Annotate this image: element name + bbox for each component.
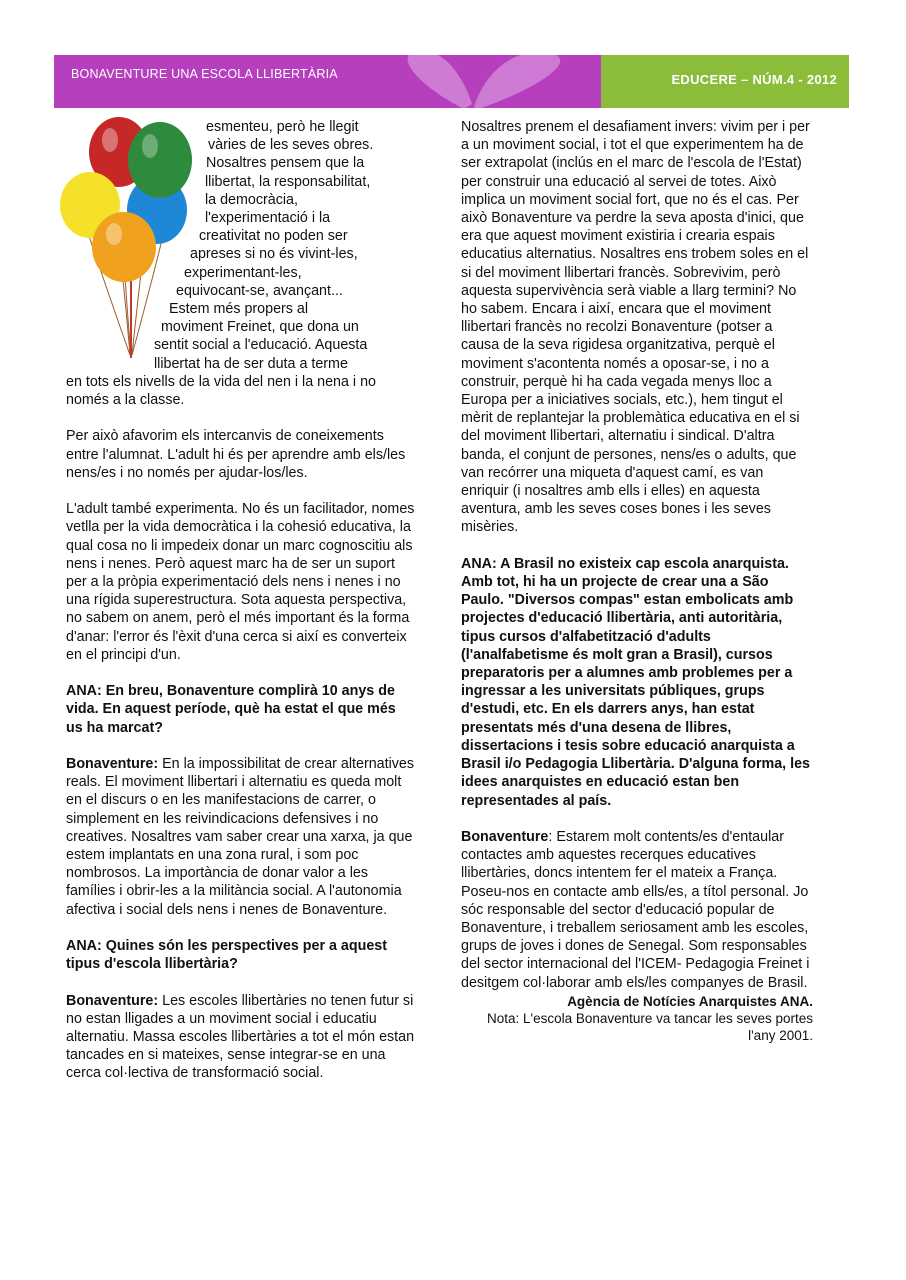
interview-question: ANA: Quines són les perspectives per a aquest tipus d'escola llibertària? — [66, 938, 387, 973]
wrap-line: creativitat no poden ser — [199, 228, 348, 245]
answer-text: Les escoles llibertàries no tenen futur si no estan lligades a un moviment social i educatiu alternatiu. Massa escoles llibertàries a tot el món estan tancades en si mateixes, sense integrar-se en una cerca col·lectiva de transformació social. — [66, 992, 415, 1082]
wrap-line: vàries de les seves obres. — [208, 137, 374, 154]
wrap-line: esmenteu, però he llegit — [206, 119, 359, 135]
wrap-line: Estem més propers al — [169, 301, 309, 318]
answer-text: : Estarem molt contents/es d'entaular contactes amb aquestes recerques educatives llibertàries, doncs intentem fer el mateix a França. Poseu-nos en contacte amb ells/es, a títol personal. Jo sóc responsable del sector d'educació popular de Bonaventure, i treballem seriosament amb les escoles, grups de joves i dones de Senegal. Som responsables del sector internacional del l'ICEM- Pedagogia Freinet i desitgem col·laborar amb els/les companyes de Brasil. — [461, 828, 810, 991]
speaker-label: Bonaventure — [461, 828, 549, 845]
header-issue: EDUCERE – NÚM.4 - 2012 — [671, 72, 837, 87]
interview-answer — [66, 755, 416, 919]
paragraph: Per això afavorim els intercanvis de coneixements entre l'alumnat. L'adult hi és per aprendre amb els/les nens/es i no només per ajudar-los/les. — [66, 428, 406, 481]
wrap-line: experimentant-les, — [184, 264, 302, 281]
wrap-line: la democràcia, — [205, 191, 298, 208]
header-title: BONAVENTURE UNA ESCOLA LLIBERTÀRIA — [71, 67, 338, 81]
wrap-line: l'experimentació i la — [205, 210, 331, 227]
butterfly-decoration-icon — [354, 55, 601, 108]
wrap-line: equivocant-se, avançant... — [176, 282, 343, 299]
wrap-line: sentit social a l'educació. Aquesta — [154, 337, 368, 354]
wrapped-intro — [66, 118, 416, 373]
paragraph: L'adult també experimenta. No és un facilitador, nomes vetlla per la vida democràtica i la cohesió educativa, la qual cosa no li impedeix donar un marc cognoscitiu als nens i nenes. Però aquest marc ha de ser un suport per a la pròpia experimentació dels nens i nenes i no una rígida superestructura. Sota aquesta perspectiva, no sabem on anem, però el més important és la forma d'anar: l'error és l'èxit d'una cerca si així es converteix en el principi d'un. — [66, 501, 415, 663]
speaker-label: Bonaventure: — [66, 992, 159, 1009]
paragraph: en tots els nivells de la vida del nen i la nena i no només a la classe. — [66, 373, 376, 409]
wrap-line: moviment Freinet, que dona un — [161, 319, 359, 336]
wrap-line: apreses si no és vivint-les, — [190, 246, 358, 263]
closing-note: Nota: L'escola Bonaventure va tancar les seves portes l'any 2001. — [486, 1010, 813, 1043]
interview-answer — [66, 992, 416, 1083]
header-issue-band — [601, 55, 849, 108]
header-title-band — [54, 55, 601, 108]
source-credit: Agència de Notícies Anarquistes ANA. — [567, 993, 813, 1009]
answer-text: En la impossibilitat de crear alternatives reals. El moviment llibertari i alternatiu es queda molt en el discurs o en les manifestacions de carrer, o simplement en les reivindicacions defensives i no creatives. Nosaltres vam saber crear una xarxa, ja que estem implantats en una zona rural, i som poc nombrosos. La importància de donar valor a les famílies i obrir-les a la militància social. A l'autonomia afectiva i social dels nens i nenes de Bonaventure. — [66, 756, 415, 918]
right-column — [461, 118, 813, 1044]
wrap-line: Nosaltres pensem que la — [206, 155, 365, 172]
speaker-label: Bonaventure: — [66, 756, 159, 773]
paragraph: Nosaltres prenem el desafiament invers: vivim per i per a un moviment social, i tot el que experimentem ha de ser extrapolat (inclús en el marc de l'escola de l'Estat) per construir una educació al servei de totes. Això implica un moviment social fort, que no és el cas. Per això Bonaventure va perdre la seva aposta d'inici, que era que aquest moviment existiria i crearia espais educatius alternatius. Nosaltres ens trobem soles en el si del moviment llibertari francès. Sobrevivim, però aquesta supervivència serà viable a llarg termini? No ho sabem. Encara i així, encara que el moviment llibertari francès no recolzi Bonaventure (potser a causa de la seva rigidesa organitzativa, perquè el moviment s'acontenta només a oposar-se, i no a construir, perquè hi ha cada vegada menys lloc a Europa per a iniciatives socials, etc.), hem tingut el mèrit de replantejar la problemàtica educativa en el si del moviment llibertari, alternatiu i sindical. D'altra banda, el conjunt de persones, nens/es o adults, que van recórrer una miqueta d'aquest camí, es van enriquir (i nosaltres amb ells i elles) en aquesta aventura, amb les seves coses bones i les seves misèries. — [461, 119, 810, 536]
page-header — [54, 55, 849, 108]
interview-question: ANA: En breu, Bonaventure complirà 10 anys de vida. En aquest període, què ha estat el que més us ha marcat? — [66, 683, 396, 736]
interview-answer — [461, 828, 813, 992]
left-column — [66, 118, 416, 1083]
wrap-line: llibertat, la responsabilitat, — [205, 173, 371, 190]
wrap-line: llibertat ha de ser duta a terme — [154, 355, 348, 372]
interview-question: ANA: A Brasil no existeix cap escola anarquista. Amb tot, hi ha un projecte de crear una a São Paulo. "Diversos compas" estan embolicats amb projectes d'educació llibertària, anti autoritària, tipus cursos d'alfabetització d'adults (l'analfabetisme és molt gran a Brasil), cursos preparatoris per a alumnes amb problemes per a ingressar a les universitats públiques, grups d'estudi, etc. En els darrers anys, han estat presentats més d'una desena de llibres, dissertacions i tesis sobre educació anarquista a Brasil i/o Pedagogia Llibertària. D'alguna forma, les idees anarquistes en educació estan ben representades al país. — [461, 555, 811, 809]
